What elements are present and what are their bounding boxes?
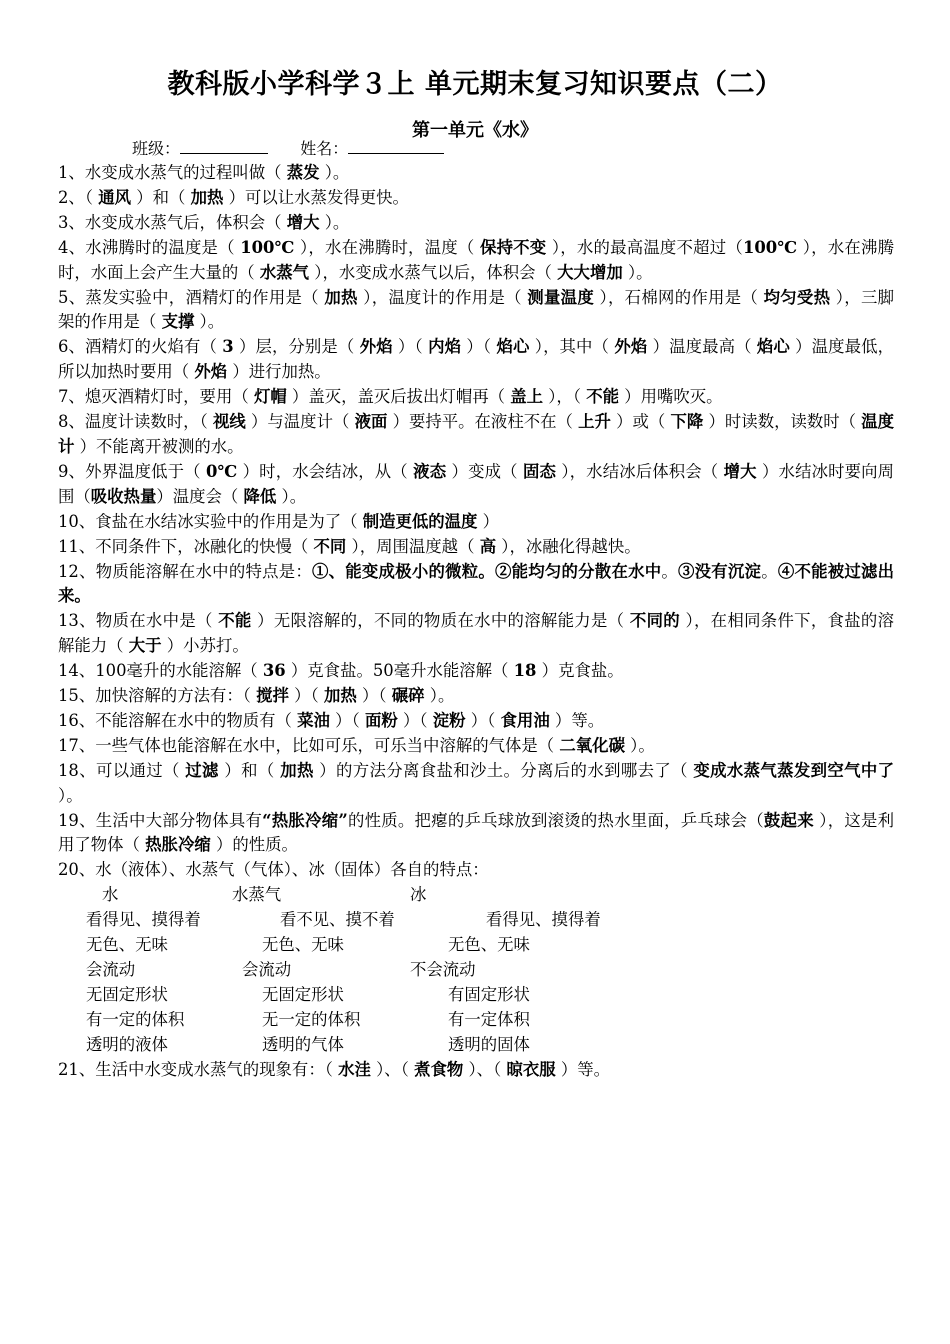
item-text: ），这是利用了物体（ xyxy=(58,810,895,855)
item-text: ）要持平。在液柱不在（ xyxy=(387,412,579,432)
answer-text: 过滤 xyxy=(185,760,219,780)
item-text: ），三脚架的作用是（ xyxy=(58,287,895,332)
header-vapor: 水蒸气 xyxy=(232,885,282,905)
comparison-row xyxy=(58,1008,894,1033)
item-text: ），（ xyxy=(543,387,587,407)
answer-text: 18 xyxy=(513,661,537,681)
item-7 xyxy=(58,385,894,410)
answer-text: 3 xyxy=(222,337,234,357)
answer-text: 外焰 xyxy=(614,337,648,357)
item-18 xyxy=(58,759,894,809)
item-1 xyxy=(58,161,894,186)
item-text: ） xyxy=(477,511,500,531)
item-text: 。 xyxy=(661,561,678,581)
comparison-row xyxy=(58,933,894,958)
answer-text: 热胀冷缩 xyxy=(145,835,211,855)
answer-text: 不同的 xyxy=(629,611,680,631)
answer-text: 液态 xyxy=(413,461,447,481)
item-text: 6、酒精灯的火焰有（ xyxy=(58,337,223,357)
comparison-row xyxy=(58,983,894,1008)
answer-text: 灯帽 xyxy=(253,387,287,407)
answer-text: 不能 xyxy=(586,387,619,407)
answer-text: 增大 xyxy=(286,212,320,232)
item-text: 15、加快溶解的方法有：（ xyxy=(58,686,257,706)
item-text: ）的方法分离食盐和沙土。分离后的水到哪去了（ xyxy=(313,760,694,780)
class-blank[interactable] xyxy=(180,138,268,154)
answer-text: 下降 xyxy=(670,412,704,432)
item-text: ）。 xyxy=(624,735,655,755)
comparison-row xyxy=(58,958,894,983)
item-11 xyxy=(58,535,894,560)
answer-text: 面粉 xyxy=(364,710,398,730)
item-text: 19、生活中大部分物体具有 xyxy=(58,810,263,830)
item-text: ）温度会（ xyxy=(156,486,244,506)
answer-text: 吸收热量 xyxy=(90,486,157,506)
header-ice: 冰 xyxy=(410,885,427,905)
item-text: ），周围温度越（ xyxy=(346,536,480,556)
answer-text: 晾衣服 xyxy=(506,1059,556,1079)
item-text: ）（ xyxy=(392,337,429,357)
item-text: ）和（ xyxy=(218,760,281,780)
item-text: ）。 xyxy=(194,312,225,332)
item-text: 12、物质能溶解在水中的特点是： xyxy=(58,561,312,581)
item-text: ）用嘴吹灭。 xyxy=(618,387,723,407)
answer-text: 36 xyxy=(262,661,286,681)
item-14 xyxy=(58,659,894,684)
answer-text: 外焰 xyxy=(194,362,228,382)
answer-text: 鼓起来 xyxy=(763,810,814,830)
item-text: 7、熄灭酒精灯时，要用（ xyxy=(58,387,254,407)
answer-text: 加热 xyxy=(323,686,357,706)
item-text: ）温度最低，所以加热时要用（ xyxy=(58,337,895,382)
item-text: ）时读数，读数时（ xyxy=(703,412,862,432)
item-text: 21、生活中水变成水蒸气的现象有：（ xyxy=(58,1059,339,1079)
item-text: ），水的最高温度不超过（ xyxy=(546,237,743,257)
answer-text: ③没有沉淀 xyxy=(678,561,762,581)
item-text: 10、食盐在水结冰实验中的作用是为了（ xyxy=(58,511,363,531)
item-text: ），温度计的作用是（ xyxy=(357,287,528,307)
item-text: ），其中（ xyxy=(529,337,615,357)
class-name-line xyxy=(132,138,444,159)
item-list xyxy=(58,161,894,883)
comparison-header-row xyxy=(58,883,894,908)
cell-water: 无色、无味 xyxy=(86,935,168,955)
item-text: ）进行加热。 xyxy=(227,362,331,382)
cell-vapor: 会流动 xyxy=(242,960,292,979)
item-text: 13、物质在水中是（ xyxy=(58,611,219,631)
answer-text: 制造更低的温度 xyxy=(362,511,478,531)
item-text: 20、水（液体）、水蒸气（气体）、冰（固体）各自的特点： xyxy=(58,860,489,880)
item-text: ）。 xyxy=(58,785,83,805)
class-label: 班级： xyxy=(132,139,181,158)
answer-text: 均匀受热 xyxy=(763,287,831,307)
answer-text: 上升 xyxy=(578,412,611,432)
item-text: ）。 xyxy=(424,686,455,706)
item-text: ）和（ xyxy=(131,187,191,207)
cell-vapor: 透明的气体 xyxy=(262,1034,344,1054)
answer-text: 支撑 xyxy=(161,312,195,332)
item-9 xyxy=(58,460,894,510)
item-text: ），石棉网的作用是（ xyxy=(594,287,764,307)
cell-vapor: 无固定形状 xyxy=(262,984,344,1004)
item-text: ）可以让水蒸发得更快。 xyxy=(223,187,409,207)
answer-text: 降低 xyxy=(243,486,277,506)
item-text: ）（ xyxy=(461,337,497,357)
item-2 xyxy=(58,186,894,211)
cell-ice: 有固定形状 xyxy=(448,984,530,1004)
name-blank[interactable] xyxy=(348,138,444,154)
answer-text: “热胀冷缩” xyxy=(262,810,348,830)
comparison-table xyxy=(58,883,894,1057)
item-text: 11、不同条件下，冰融化的快慢（ xyxy=(58,536,314,556)
item-text: ）层，分别是（ xyxy=(233,337,360,357)
name-label: 姓名： xyxy=(300,139,349,158)
item-16 xyxy=(58,709,894,734)
answer-text: 100℃ xyxy=(240,237,295,257)
item-text: 的性质。把瘪的乒乓球放到滚烫的热水里面，乒乓球会（ xyxy=(347,810,764,830)
item-19 xyxy=(58,809,894,859)
answer-text: 不同 xyxy=(313,536,347,556)
item-13 xyxy=(58,609,894,659)
answer-text: 水蒸气 xyxy=(259,262,310,282)
answer-text: 水洼 xyxy=(338,1059,371,1079)
item-text: ），水在沸腾时，水面上会产生大量的（ xyxy=(58,237,895,282)
item-text: ）（ xyxy=(397,710,433,730)
cell-water: 有一定的体积 xyxy=(86,1009,185,1029)
comparison-row xyxy=(58,908,894,933)
cell-ice: 无色、无味 xyxy=(448,935,530,955)
item-text: 9、外界温度低于（ xyxy=(58,461,207,481)
item-text: ），冰融化得越快。 xyxy=(496,536,641,556)
item-3 xyxy=(58,211,894,236)
item-text: 8、温度计读数时，（ xyxy=(58,412,213,432)
cell-ice: 有一定体积 xyxy=(448,1009,530,1029)
answer-text: 大于 xyxy=(128,636,162,656)
item-20 xyxy=(58,858,894,883)
item-text: 18、可以通过（ xyxy=(58,760,186,780)
header-water: 水 xyxy=(102,885,119,905)
item-text: 1、水变成水蒸气的过程叫做（ xyxy=(58,163,287,182)
answer-text: 测量温度 xyxy=(527,287,595,307)
answer-text: 高 xyxy=(479,536,497,556)
item-text: ）时，水会结冰，从（ xyxy=(237,461,414,481)
item-text: 4、水沸腾时的温度是（ xyxy=(58,237,241,257)
answer-text: 不能 xyxy=(218,611,252,631)
item-text: ）与温度计（ xyxy=(245,412,355,432)
item-text: 16、不能溶解在水中的物质有（ xyxy=(58,710,298,730)
item-text: ）。 xyxy=(622,262,653,282)
cell-vapor: 无一定的体积 xyxy=(262,1009,361,1029)
answer-text: 视线 xyxy=(212,412,246,432)
item-10 xyxy=(58,510,894,535)
item-text: ）（ xyxy=(465,710,501,730)
cell-water: 会流动 xyxy=(86,960,136,979)
item-21 xyxy=(58,1058,894,1083)
cell-ice: 透明的固体 xyxy=(448,1034,530,1054)
item-text: ）、（ xyxy=(463,1059,507,1079)
answer-text: 菜油 xyxy=(297,710,330,730)
item-text: ）无限溶解的，不同的物质在水中的溶解能力是（ xyxy=(251,611,630,631)
item-text: ）小苏打。 xyxy=(161,636,249,656)
item-text: 3、水变成水蒸气后，体积会（ xyxy=(58,212,287,232)
answer-text: ①、能变成极小的微粒。②能均匀的分散在水中 xyxy=(312,561,662,581)
item-text: ）。 xyxy=(319,212,350,232)
item-8 xyxy=(58,410,894,460)
item-text: ），水变成水蒸气以后，体积会（ xyxy=(309,262,558,282)
item-text: ），水在沸腾时，温度（ xyxy=(294,237,480,257)
answer-text: 淀粉 xyxy=(432,710,466,730)
item-text: ）（ xyxy=(288,686,324,706)
item-text: ）变成（ xyxy=(446,461,523,481)
cell-vapor: 看不见、摸不着 xyxy=(280,910,395,930)
item-text: ）克食盐。 xyxy=(536,661,624,681)
answer-text: 100℃ xyxy=(743,237,798,257)
cell-ice: 看得见、摸得着 xyxy=(486,910,601,930)
answer-text: 内焰 xyxy=(428,337,462,357)
item-text: ）盖灭，盖灭后拔出灯帽再（ xyxy=(286,387,511,407)
item-17 xyxy=(58,734,894,759)
page-title: 教科版小学科学３上 单元期末复习知识要点（二） xyxy=(167,69,783,100)
item-text: 5、蒸发实验中，酒精灯的作用是（ xyxy=(58,287,325,307)
answer-text: 液面 xyxy=(354,412,388,432)
cell-ice: 不会流动 xyxy=(410,960,476,979)
item-text: 17、一些气体也能溶解在水中，比如可乐，可乐当中溶解的气体是（ xyxy=(58,735,560,755)
unit-title: 第一单元《水》 xyxy=(412,120,538,141)
item-12 xyxy=(58,560,894,610)
answer-text: 增大 xyxy=(723,461,757,481)
answer-text: 温度计 xyxy=(58,412,895,456)
item-text: 14、100毫升的水能溶解（ xyxy=(58,661,263,681)
answer-text: 蒸发 xyxy=(286,163,320,182)
answer-text: 加热 xyxy=(280,760,314,780)
item-text: ），水结冰后体积会（ xyxy=(556,461,724,481)
answer-text: 焰心 xyxy=(496,337,530,357)
item-text: ）（ xyxy=(356,686,392,706)
answer-text: 外焰 xyxy=(359,337,393,357)
answer-text: 焰心 xyxy=(756,337,790,357)
answer-text: 食用油 xyxy=(500,710,550,730)
item-text: 。 xyxy=(761,561,778,581)
item-text: ）（ xyxy=(329,710,365,730)
answer-text: 变成水蒸气蒸发到空气中了 xyxy=(693,760,895,780)
item-text: ）。 xyxy=(319,163,350,182)
answer-text: 固态 xyxy=(522,461,557,481)
answer-text: 大大增加 xyxy=(557,262,623,282)
answer-text: 通风 xyxy=(98,187,132,207)
cell-water: 透明的液体 xyxy=(86,1034,168,1054)
comparison-row xyxy=(58,1033,894,1058)
item-text: ）、（ xyxy=(370,1059,415,1079)
item-text: ）等。 xyxy=(555,1059,611,1079)
item-5 xyxy=(58,286,894,336)
answer-text: 二氧化碳 xyxy=(559,735,625,755)
cell-water: 无固定形状 xyxy=(86,984,168,1004)
answer-text: 加热 xyxy=(324,287,358,307)
item-text: ）等。 xyxy=(549,710,605,730)
answer-text: 碾碎 xyxy=(391,686,425,706)
answer-text: 0℃ xyxy=(206,461,238,481)
answer-text: 煮食物 xyxy=(414,1059,464,1079)
item-15 xyxy=(58,684,894,709)
answer-text: 保持不变 xyxy=(479,237,547,257)
item-text: ）水结冰时要向周围（ xyxy=(58,461,895,506)
item-6 xyxy=(58,335,894,385)
item-4 xyxy=(58,236,894,286)
item-text: ），在相同条件下，食盐的溶解能力（ xyxy=(58,611,895,656)
knowledge-points xyxy=(58,161,894,1083)
answer-text: 加热 xyxy=(190,187,224,207)
item-text: ）或（ xyxy=(610,412,671,432)
item-text: ）不能离开被测的水。 xyxy=(74,436,244,456)
cell-vapor: 无色、无味 xyxy=(262,935,344,955)
cell-water: 看得见、摸得着 xyxy=(86,910,201,930)
answer-text: ④不能被过滤出来。 xyxy=(58,561,895,606)
item-text: 2、（ xyxy=(58,187,99,207)
answer-text: 盖上 xyxy=(510,387,543,407)
item-text: ）。 xyxy=(276,486,307,506)
item-text: ）克食盐。50毫升水能溶解（ xyxy=(285,661,514,681)
item-text: ）的性质。 xyxy=(210,835,298,855)
answer-text: 搅拌 xyxy=(256,686,289,706)
item-text: ）温度最高（ xyxy=(647,337,757,357)
